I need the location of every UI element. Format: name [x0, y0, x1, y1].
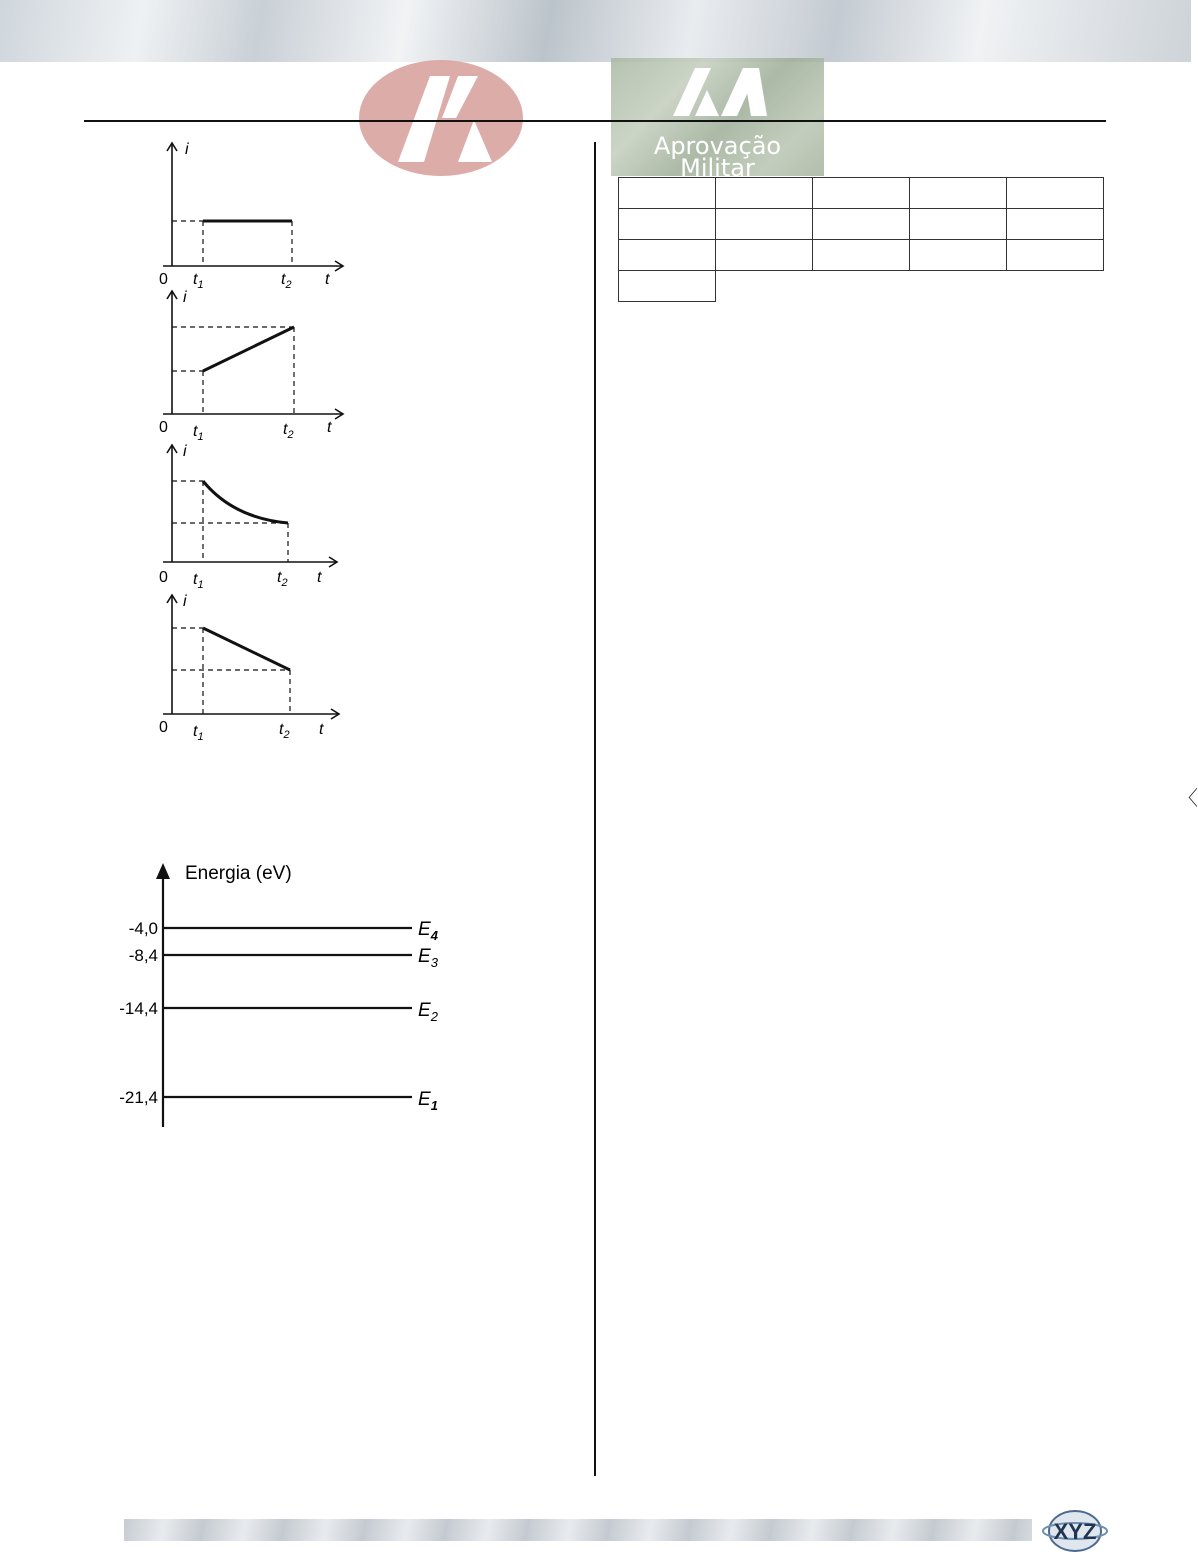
- grid-cell: [813, 178, 910, 209]
- table-row: [619, 209, 1104, 240]
- side-bracket-glyph: 〈: [1178, 788, 1198, 810]
- t1-label: $t_1$: [193, 723, 204, 743]
- origin-label: 0: [159, 719, 168, 736]
- header-rule: [84, 120, 1106, 122]
- am-mark-icon: [611, 58, 824, 128]
- grid-cell: [619, 178, 716, 209]
- logo-title: Aprovação: [653, 132, 782, 160]
- energy-level-diagram: [100, 855, 460, 1145]
- column-divider: [594, 142, 596, 1476]
- current-graph-1: [145, 138, 355, 291]
- grid-cell: [910, 209, 1007, 240]
- energy-level-symbol: $E_3$: [418, 946, 438, 970]
- t2-label: $t_2$: [279, 721, 290, 741]
- y-axis-label: i: [183, 289, 187, 306]
- x-axis-label: t: [327, 419, 332, 436]
- origin-label: 0: [159, 271, 168, 288]
- y-axis-label: i: [183, 593, 187, 610]
- table-row: [619, 240, 1104, 271]
- grid-cell: [716, 178, 813, 209]
- grid-cell: [813, 240, 910, 271]
- grid-cell: [1007, 209, 1104, 240]
- x-axis-label: t: [319, 721, 324, 738]
- grid-cell: [1007, 178, 1104, 209]
- y-axis-label: i: [183, 443, 187, 460]
- origin-label: 0: [159, 569, 168, 586]
- energy-level-symbol: $E_2$: [418, 1000, 438, 1024]
- av-logo: [346, 58, 536, 178]
- logo-subtitle: Militar: [680, 154, 755, 182]
- t1-label: $t_1$: [193, 271, 204, 291]
- t2-label: $t_2$: [283, 421, 294, 441]
- t1-label: $t_1$: [193, 423, 204, 443]
- origin-label: 0: [159, 419, 168, 436]
- grid-cell: [910, 178, 1007, 209]
- energy-level-value: -4,0: [128, 919, 158, 938]
- energy-level-value: -8,4: [128, 946, 158, 965]
- aprovacao-militar-logo: [611, 58, 824, 182]
- energy-axis-label: Energia (eV): [185, 863, 292, 884]
- grid-cell: [1007, 240, 1104, 271]
- current-graph-4: [145, 590, 355, 743]
- grid-cell: [910, 240, 1007, 271]
- x-axis-label: t: [317, 569, 322, 586]
- arrow-up-icon: [156, 863, 170, 879]
- t2-label: $t_2$: [281, 271, 292, 291]
- current-graph-3: [145, 440, 355, 590]
- energy-level-symbol: $E_1$: [418, 1089, 438, 1113]
- t1-label: $t_1$: [193, 571, 204, 591]
- grid-cell: [619, 271, 716, 302]
- y-axis-label: i: [185, 141, 189, 158]
- footer-bar: [124, 1519, 1032, 1541]
- energy-level-value: -14,4: [119, 999, 158, 1018]
- current-graph-2: [145, 286, 355, 443]
- table-row: [619, 178, 1104, 209]
- answer-grid: [618, 177, 1104, 302]
- grid-cell: [619, 240, 716, 271]
- xyz-logo-text: XYZ: [1053, 1519, 1097, 1544]
- top-banner: [0, 0, 1191, 62]
- grid-cell: [716, 240, 813, 271]
- t2-label: $t_2$: [277, 569, 288, 589]
- grid-cell: [619, 209, 716, 240]
- energy-level-symbol: $E_4$: [418, 919, 438, 943]
- grid-cell: [716, 209, 813, 240]
- energy-level-value: -21,4: [119, 1088, 158, 1107]
- xyz-logo: [1040, 1508, 1110, 1554]
- grid-cell: [813, 209, 910, 240]
- x-axis-label: t: [325, 271, 330, 288]
- table-row: [619, 271, 1104, 302]
